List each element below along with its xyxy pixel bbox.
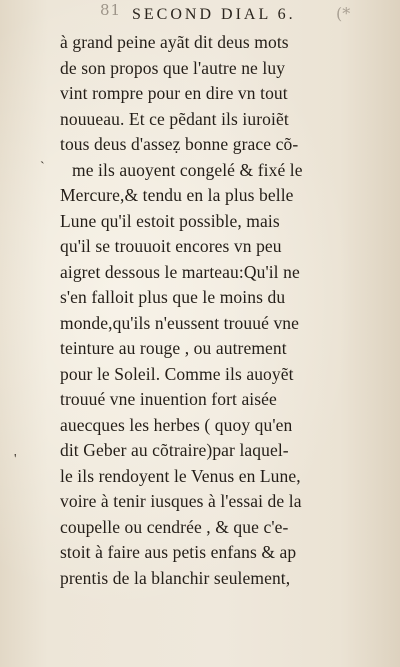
text-line: trouué vne inuention fort aisée <box>60 389 277 409</box>
text-line: tous deus d'asseẓ bonne grace cõ- <box>60 134 299 154</box>
text-line: me ils auoyent congelé & fixé le <box>72 159 303 180</box>
text-line: pour le Soleil. Comme ils auoyẽt <box>60 363 294 384</box>
text-line: voire à tenir iusques à l'essai de la <box>60 491 302 511</box>
text-line: s'en falloit plus que le moins du <box>60 287 286 307</box>
text-line: stoit à faire aus petis enfans & ap <box>60 542 297 562</box>
text-line: le ils rendoyent le Venus en Lune, <box>60 465 301 486</box>
text-line: monde,qu'ils n'eussent trouué vne <box>60 312 300 333</box>
text-line: vint rompre pour en dire vn tout <box>60 83 288 103</box>
margin-mark: ' <box>14 452 17 467</box>
text-line: teinture au rouge , ou autrement <box>60 338 287 358</box>
text-line: auecques les herbes ( quoy qu'en <box>60 414 293 435</box>
text-line: dit Geber au cõtraire)par laquel- <box>60 440 289 460</box>
text-line: de son propos que l'autre ne luy <box>60 57 286 78</box>
text-line: à grand peine ayãt dit deus mots <box>60 32 289 52</box>
folio-number: 81 <box>100 1 122 19</box>
text-line: coupelle ou cendrée , & que c'e- <box>60 516 289 537</box>
running-head: SECOND DIAL 6. <box>132 6 296 23</box>
text-line: aigret dessous le marteau:Qu'il ne <box>60 261 300 282</box>
text-line: qu'il se trouuoit encores vn peu <box>60 236 282 256</box>
margin-mark: ` <box>40 160 45 175</box>
body-text <box>60 30 372 591</box>
text-line: prentis de la blanchir seulement, <box>60 567 291 588</box>
text-line: nouueau. Et ce pẽdant ils iuroiẽt <box>60 108 289 129</box>
text-line: Lune qu'il estoit possible, mais <box>60 210 280 231</box>
page-header <box>0 0 400 26</box>
text-line: Mercure,& tendu en la plus belle <box>60 185 294 205</box>
corner-mark: (* <box>336 4 351 23</box>
